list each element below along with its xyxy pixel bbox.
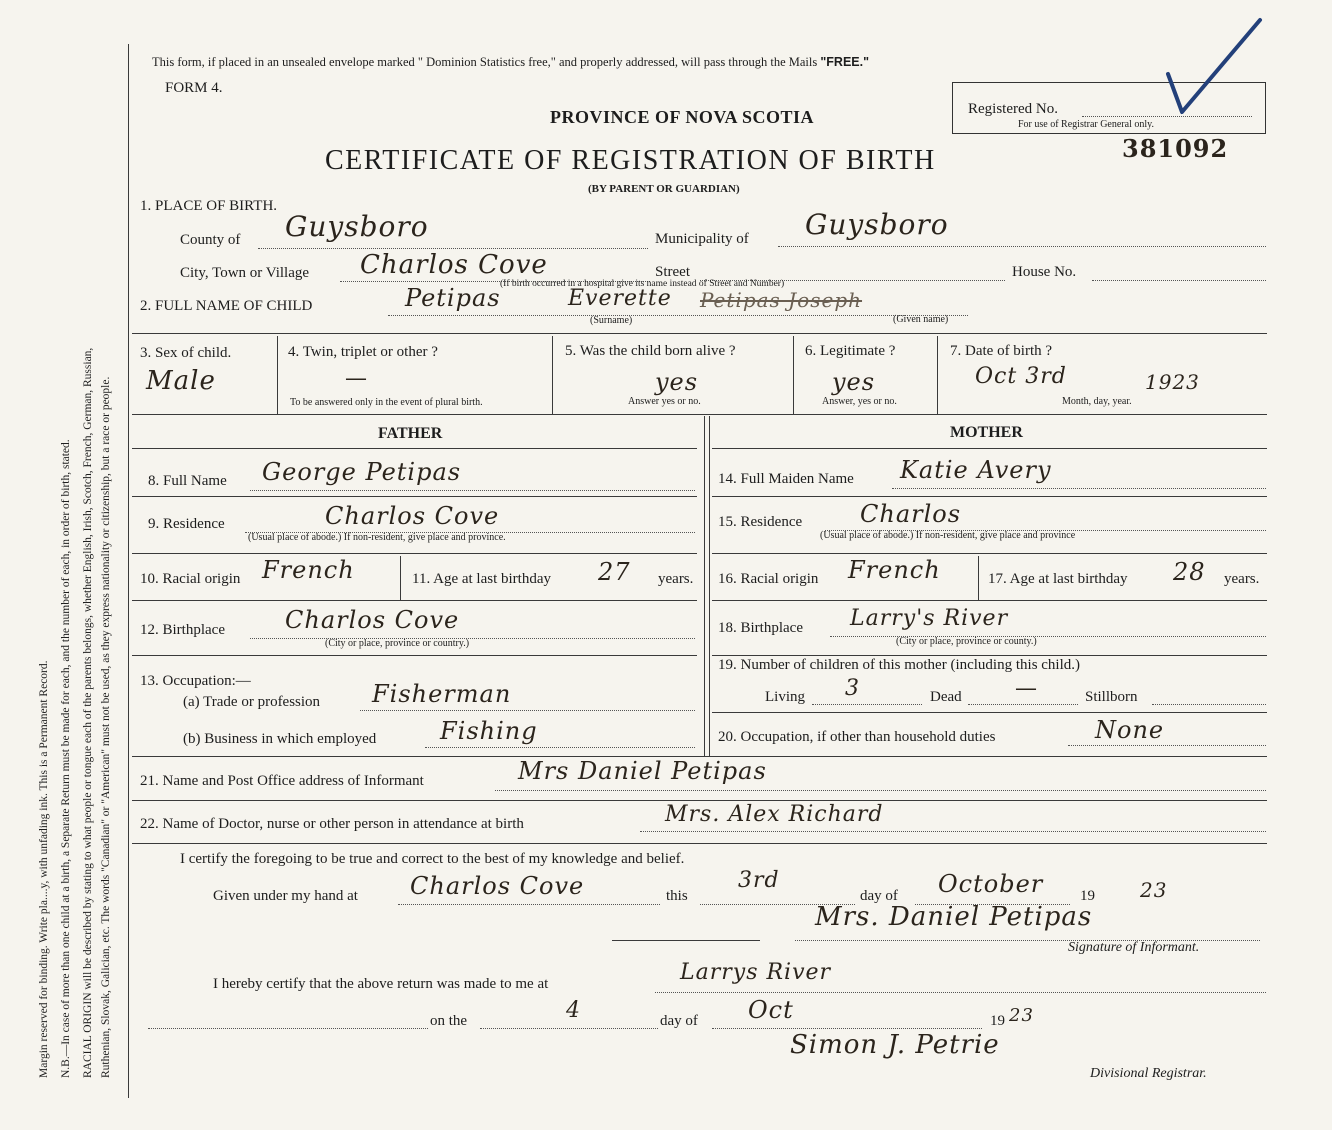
father-heading: FATHER: [378, 425, 443, 442]
certify-year-suffix: 23: [1140, 878, 1168, 902]
occupation-label: 13. Occupation:—: [140, 673, 251, 689]
street-label: Street: [655, 264, 690, 280]
city-label: City, Town or Village: [180, 265, 310, 281]
registered-number: 381092: [1122, 134, 1229, 163]
father-age: 27: [598, 558, 631, 586]
sex-value: Male: [146, 366, 216, 396]
legit-value: yes: [832, 368, 876, 396]
mail-notice: This form, if placed in an unsealed envelope marked " Dominion Statistics free," and properly addressed, will pass through the Mails "FREE.": [152, 55, 870, 69]
mother-birthplace-label: 18. Birthplace: [718, 620, 803, 636]
mother-occupation: None: [1095, 716, 1165, 744]
city-value: Charlos Cove: [360, 250, 548, 280]
certify-day: 3rd: [738, 868, 780, 893]
municipality-value: Guysboro: [805, 208, 949, 241]
legit-label: 6. Legitimate ?: [805, 343, 896, 359]
business-label: (b) Business in which employed: [183, 731, 377, 747]
registrar-year-suffix: 23: [1009, 1005, 1034, 1026]
given-under-label: Given under my hand at: [213, 888, 358, 904]
certify-place: Charlos Cove: [410, 872, 585, 900]
house-label: House No.: [1012, 264, 1077, 280]
father-birthplace-note: (City or place, province or country.): [325, 638, 470, 649]
certify-dayof-label: day of: [860, 888, 898, 904]
surname-label: (Surname): [590, 315, 633, 326]
registrar-month: Oct: [748, 996, 794, 1024]
father-name-label: 8. Full Name: [148, 473, 227, 489]
form-left-border: [128, 44, 129, 1098]
mother-heading: MOTHER: [950, 424, 1023, 441]
racial-origin-note-2: Ruthenian, Slovak, Galician, etc. The words "Canadian" or "American" must not be used, as they express nationality or citizenship, but a race or people.: [100, 376, 112, 1078]
mail-free: "FREE.": [820, 55, 870, 69]
mother-name: Katie Avery: [900, 456, 1052, 484]
dead-label: Dead: [930, 689, 962, 705]
father-age-label: 11. Age at last birthday: [412, 571, 551, 587]
county-value: Guysboro: [285, 210, 429, 243]
certify-text: I certify the foregoing to be true and correct to the best of my knowledge and belief.: [180, 851, 685, 867]
father-name: George Petipas: [262, 458, 462, 486]
father-birthplace-label: 12. Birthplace: [140, 622, 225, 638]
child-name-label: 2. FULL NAME OF CHILD: [140, 298, 313, 314]
registrar-text: I hereby certify that the above return was made to me at: [213, 976, 549, 992]
twin-label: 4. Twin, triplet or other ?: [288, 344, 438, 360]
father-birthplace: Charlos Cove: [285, 606, 460, 634]
twin-value: —: [345, 366, 368, 391]
living-label: Living: [765, 689, 805, 705]
father-racial-label: 10. Racial origin: [140, 571, 241, 587]
page-subtitle: (BY PARENT OR GUARDIAN): [588, 183, 740, 195]
mother-age-label: 17. Age at last birthday: [988, 571, 1128, 587]
alive-note: Answer yes or no.: [628, 396, 701, 407]
margin-note: Margin reserved for binding. Write pla....y, with unfading ink. This is a Permanent Record.: [38, 660, 50, 1078]
father-residence-note: (Usual place of abode.) If non-resident, give place and province.: [248, 532, 506, 543]
registrar-signature-label: Divisional Registrar.: [1090, 1066, 1207, 1081]
dead-value: —: [1015, 676, 1038, 701]
business-value: Fishing: [440, 717, 538, 745]
mother-years: years.: [1224, 571, 1260, 587]
children-label: 19. Number of children of this mother (including this child.): [718, 657, 1081, 673]
dob-label: 7. Date of birth ?: [950, 343, 1053, 359]
municipality-label: Municipality of: [655, 231, 749, 247]
registrar-signature: Simon J. Petrie: [790, 1030, 1000, 1060]
alive-value: yes: [655, 368, 699, 396]
twin-note: To be answered only in the event of plural birth.: [290, 397, 483, 408]
stillborn-label: Stillborn: [1085, 689, 1138, 705]
mother-racial: French: [848, 556, 941, 584]
dob-value: Oct 3rd: [975, 364, 1067, 389]
nb-note: N.B.—In case of more than one child at a birth, a Separate Return must be made for each, and the number of each, in order of birth, stated.: [60, 439, 72, 1078]
child-struck-name: Petipas Joseph: [700, 288, 863, 312]
mother-occupation-label: 20. Occupation, if other than household duties: [718, 729, 996, 745]
mother-residence: Charlos: [860, 500, 962, 528]
place-of-birth-label: 1. PLACE OF BIRTH.: [140, 198, 278, 214]
checkmark-icon: [1160, 12, 1270, 122]
certify-this-label: this: [666, 888, 688, 904]
registrar-day: 4: [566, 998, 581, 1023]
racial-origin-note: RACIAL ORIGIN will be described by stating to what people or tongue each of the parents belongs, whether English, Irish, Scotch, French, German, Russian,: [82, 347, 94, 1078]
county-label: County of: [180, 232, 241, 248]
father-residence-label: 9. Residence: [148, 516, 225, 532]
mother-age: 28: [1173, 558, 1206, 586]
sex-label: 3. Sex of child.: [140, 345, 232, 361]
registrar-on-label: on the: [430, 1013, 468, 1029]
child-surname: Petipas: [405, 284, 501, 312]
page-title: CERTIFICATE OF REGISTRATION OF BIRTH: [325, 145, 936, 176]
mother-birthplace: Larry's River: [850, 606, 1009, 631]
child-given-name: Everette: [568, 286, 672, 311]
registrar-note: For use of Registrar General only.: [1018, 119, 1154, 130]
informant-label: 21. Name and Post Office address of Informant: [140, 773, 424, 789]
registrar-dayof-label: day of: [660, 1013, 698, 1029]
doctor-label: 22. Name of Doctor, nurse or other person in attendance at birth: [140, 816, 524, 832]
dob-year: 1923: [1145, 370, 1200, 394]
alive-label: 5. Was the child born alive ?: [565, 343, 736, 359]
registrar-place: Larrys River: [680, 960, 832, 985]
father-racial: French: [262, 556, 355, 584]
mother-racial-label: 16. Racial origin: [718, 571, 819, 587]
form-number: FORM 4.: [165, 80, 223, 96]
legit-note: Answer, yes or no.: [822, 396, 897, 407]
informant-signature-label: Signature of Informant.: [1068, 940, 1200, 955]
mother-birthplace-note: (City or place, province or county.): [896, 636, 1037, 647]
trade-value: Fisherman: [372, 680, 512, 708]
living-value: 3: [845, 676, 860, 701]
father-years: years.: [658, 571, 694, 587]
mother-name-label: 14. Full Maiden Name: [718, 471, 854, 487]
informant-signature: Mrs. Daniel Petipas: [815, 902, 1093, 932]
father-residence: Charlos Cove: [325, 502, 500, 530]
informant-value: Mrs Daniel Petipas: [518, 757, 767, 785]
trade-label: (a) Trade or profession: [183, 694, 321, 710]
hospital-note: (If birth occurred in a hospital give its name instead of Street and Number): [500, 279, 785, 289]
dob-note: Month, day, year.: [1062, 396, 1132, 407]
registered-label: Registered No.: [968, 101, 1058, 117]
doctor-value: Mrs. Alex Richard: [665, 802, 884, 827]
given-label: (Given name): [893, 314, 949, 325]
certify-year-prefix: 19: [1080, 888, 1095, 904]
mother-residence-label: 15. Residence: [718, 514, 803, 530]
province: PROVINCE OF NOVA SCOTIA: [550, 107, 815, 127]
mother-residence-note: (Usual place of abode.) If non-resident, give place and province: [820, 530, 1076, 541]
registrar-year-prefix: 19: [990, 1013, 1005, 1029]
certify-month: October: [938, 870, 1044, 898]
